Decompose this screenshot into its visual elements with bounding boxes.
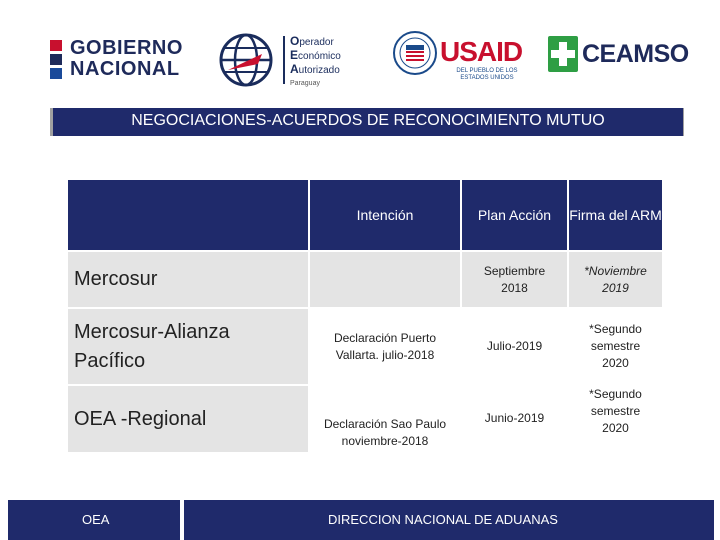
cross-icon <box>548 36 578 72</box>
row-label-oea-regional: OEA -Regional <box>68 386 308 452</box>
row1-intencion <box>310 252 460 307</box>
usaid-subtitle: DEL PUEBLO DE LOS ESTADOS UNIDOS <box>456 68 518 81</box>
gobierno-logo-line2: NACIONAL <box>70 58 180 80</box>
table-header-intencion: Intención <box>310 180 460 250</box>
footer-right-text: DIRECCION NACIONAL DE ADUANAS <box>328 512 558 527</box>
usaid-seal-icon <box>392 30 438 76</box>
ceamso-name: CEAMSO <box>582 40 689 68</box>
row-label-mercosur: Mercosur <box>68 252 308 307</box>
row3-firma: *Segundo semestre 2020 <box>569 386 662 452</box>
row2-intencion: Declaración Puerto Vallarta. julio-2018 <box>310 309 460 384</box>
row2-firma: *Segundo semestre 2020 <box>569 309 662 384</box>
oea-initial-a: A <box>290 62 299 76</box>
oea-line2: conómico <box>298 51 341 62</box>
footer-right <box>184 500 714 540</box>
gobierno-logo-line1: GOBIERNO <box>70 37 183 59</box>
row-label-mercosur-alianza: Mercosur-Alianza Pacífico <box>68 309 308 384</box>
footer-left <box>8 500 180 540</box>
gobierno-flag-icon <box>50 40 62 82</box>
row1-firma: *Noviembre 2019 <box>569 252 662 307</box>
oea-line3: utorizado <box>298 65 340 76</box>
row1-plan: Septiembre 2018 <box>462 252 567 307</box>
table-header-empty <box>68 180 308 250</box>
operador-economico-autorizado-logo <box>218 32 363 88</box>
oea-country: Paraguay <box>290 80 320 87</box>
gobierno-nacional-logo <box>50 38 200 82</box>
page-title <box>50 108 684 136</box>
oea-line1: perador <box>299 37 334 48</box>
row3-intencion: Declaración Sao Paulo noviembre-2018 <box>310 386 460 452</box>
table-header-plan: Plan Acción <box>462 180 567 250</box>
footer-left-text: OEA <box>82 512 110 527</box>
row3-plan: Junio-2019 <box>462 386 567 452</box>
table-header-firma: Firma del ARM <box>569 180 662 250</box>
oea-initial-o: O <box>290 34 300 48</box>
globe-icon <box>218 32 278 88</box>
usaid-logo <box>392 30 542 80</box>
ceamso-logo <box>548 34 688 74</box>
row2-plan: Julio-2019 <box>462 309 567 384</box>
usaid-name: USAID <box>440 36 523 67</box>
oea-initial-e: E <box>290 48 299 62</box>
page-title-text: NEGOCIACIONES-ACUERDOS DE RECONOCIMIENTO MUTUO <box>131 112 605 129</box>
